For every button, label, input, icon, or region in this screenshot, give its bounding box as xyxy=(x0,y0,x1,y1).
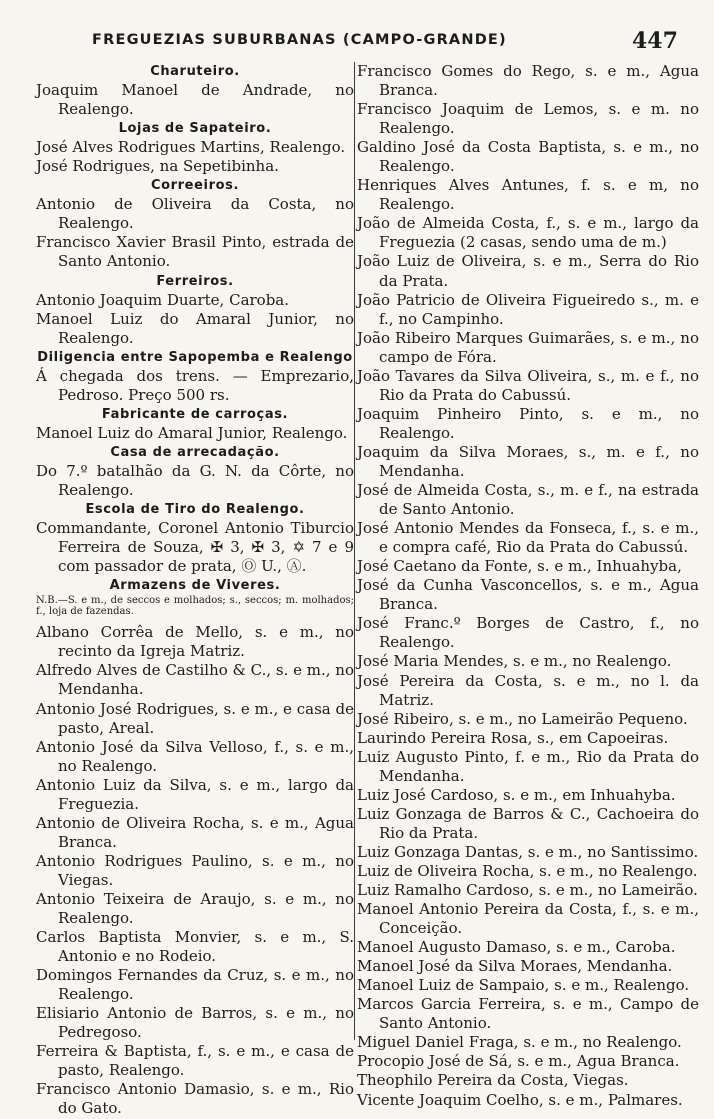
list-item: Luiz José Cardoso, s. e m., em Inhuahyba. xyxy=(357,785,676,804)
list-item: Manoel Luiz do Amaral Junior, no Realengo. xyxy=(36,309,354,347)
list-item: Carlos Baptista Monvier, s. e m., S. Antonio e no Rodeio. xyxy=(36,928,354,966)
list-item: José Caetano da Fonte, s. e m., Inhuahyba, xyxy=(357,557,682,576)
list-item: José Alves Rodrigues Martins, Realengo. xyxy=(36,138,346,157)
list-item: Joaquim Pinheiro Pinto, s. e m., no Realengo. xyxy=(357,404,699,442)
list-item: José da Cunha Vasconcellos, s. e m., Agua Branca. xyxy=(357,576,699,614)
section-carrocas xyxy=(36,405,354,443)
list-item: José Antonio Mendes da Fonseca, f., s. e m., e compra café, Rio da Prata do Cabussú. xyxy=(357,519,699,557)
list-item: José Rodrigues, na Sepetibinha. xyxy=(36,157,279,176)
list-item: Miguel Daniel Fraga, s. e m., no Realengo. xyxy=(357,1033,682,1052)
list-item: Antonio José Rodrigues, s. e m., e casa de pasto, Areal. xyxy=(36,699,354,737)
list-item: Antonio Joaquim Duarte, Caroba. xyxy=(36,290,290,309)
list-item: João de Almeida Costa, f., s. e m., largo da Freguezia (2 casas, sendo uma de m.) xyxy=(357,214,699,252)
section-correeiros xyxy=(36,176,354,271)
list-item: Francisco Antonio Damasio, s. e m., Rio do Gato. xyxy=(36,1080,354,1118)
list-item: Domingos Fernandes da Cruz, s. e m., no Realengo. xyxy=(36,966,354,1004)
list-item: Luiz Gonzaga Dantas, s. e m., no Santissimo. xyxy=(357,842,699,861)
list-item: Alfredo Alves de Castilho & C., s. e m., no Mendanha. xyxy=(36,661,354,699)
list-item: Vicente Joaquim Coelho, s. e m., Palmares. xyxy=(357,1090,683,1109)
section-arrecadacao xyxy=(36,443,354,500)
list-item: Manoel José da Silva Moraes, Mendanha. xyxy=(357,957,673,976)
list-item: Manoel Luiz de Sampaio, s. e m., Realengo. xyxy=(357,976,690,995)
list-item: Francisco Gomes do Rego, s. e m., Agua Branca. xyxy=(357,62,699,100)
page-title: FREGUEZIAS SUBURBANAS (CAMPO-GRANDE) xyxy=(92,32,507,48)
section-ferreiros xyxy=(36,272,354,348)
list-item: Francisco Joaquim de Lemos, s. e m. no Realengo. xyxy=(357,100,699,138)
list-item: Luiz Gonzaga de Barros & C., Cachoeira do Rio da Prata. xyxy=(357,804,699,842)
list-item: Albano Corrêa de Mello, s. e m., no recinto da Igreja Matriz. xyxy=(36,623,354,661)
list-item: Ferreira & Baptista, f., s. e m., e casa de pasto, Realengo. xyxy=(36,1042,354,1080)
list-item: José Franc.º Borges de Castro, f., no Realengo. xyxy=(357,614,699,652)
list-item: Do 7.º batalhão da G. N. da Côrte, no Realengo. xyxy=(36,461,354,500)
list-item: Antonio Teixeira de Araujo, s. e m., no Realengo. xyxy=(36,889,354,928)
page-number: 447 xyxy=(632,28,678,54)
left-column xyxy=(36,62,354,1119)
section-heading: Casa de arrecadação. xyxy=(110,444,280,460)
section-diligencia xyxy=(36,348,354,405)
section-heading: Charuteiro. xyxy=(150,64,240,79)
list-item: Manoel Augusto Damaso, s. e m., Caroba. xyxy=(357,938,676,957)
list-item: Joaquim da Silva Moraes, s., m. e f., no Mendanha. xyxy=(357,442,699,480)
right-column xyxy=(357,62,699,1110)
abbreviation-note: N.B.—S. e m., de seccos e molhados; s., seccos; m. molhados; f., loja de fazendas. xyxy=(36,595,354,618)
list-item: João Patricio de Oliveira Figueiredo s., m. e f., no Campinho. xyxy=(357,290,699,328)
list-item: José de Almeida Costa, s., m. e f., na estrada de Santo Antonio. xyxy=(357,481,699,519)
list-item: Joaquim Manoel de Andrade, no Realengo. xyxy=(36,81,354,119)
section-heading: Correeiros. xyxy=(150,178,239,194)
list-item: Antonio Rodrigues Paulino, s. e m., no Viegas. xyxy=(36,851,354,889)
list-item: Luiz de Oliveira Rocha, s. e m., no Realengo. xyxy=(357,861,698,880)
list-item: Luiz Augusto Pinto, f. e m., Rio da Prata do Mendanha. xyxy=(357,747,699,785)
list-item: Antonio José da Silva Velloso, f., s. e m., no Realengo. xyxy=(36,737,354,775)
list-item: Francisco Xavier Brasil Pinto, estrada de Santo Antonio. xyxy=(36,233,354,271)
list-item: João Luiz de Oliveira, s. e m., Serra do Rio da Prata. xyxy=(357,252,699,290)
list-item: Antonio de Oliveira Rocha, s. e m., Agua Branca. xyxy=(36,813,354,851)
list-item: Marcos Garcia Ferreira, s. e m., Campo de Santo Antonio. xyxy=(357,995,699,1033)
section-heading: Armazens de Viveres. xyxy=(109,578,281,594)
list-item: José Ribeiro, s. e m., no Lameirão Pequeno. xyxy=(357,709,688,728)
section-sapateiro xyxy=(36,119,354,176)
list-item: Manoel Luiz do Amaral Junior, Realengo. xyxy=(36,423,348,442)
list-item: José Pereira da Costa, s. e m., no l. da Matriz. xyxy=(357,671,699,709)
list-item: Galdino José da Costa Baptista, s. e m., no Realengo. xyxy=(357,138,699,176)
list-item: Laurindo Pereira Rosa, s., em Capoeiras. xyxy=(357,728,669,747)
section-charuteiro xyxy=(36,62,354,119)
list-item: João Ribeiro Marques Guimarães, s. e m., no campo de Fóra. xyxy=(357,328,699,366)
section-heading: Fabricante de carroças. xyxy=(101,406,289,422)
section-heading: Diligencia entre Sapopemba e Realengo xyxy=(37,349,353,365)
list-item: Elisiario Antonio de Barros, s. e m., no Pedregoso. xyxy=(36,1004,354,1042)
list-item: Theophilo Pereira da Costa, Viegas. xyxy=(357,1071,629,1090)
list-item: João Tavares da Silva Oliveira, s., m. e f., no Rio da Prata do Cabussú. xyxy=(357,366,699,404)
list-item: José Maria Mendes, s. e m., no Realengo. xyxy=(357,652,672,671)
column-divider xyxy=(354,62,355,1040)
page-header xyxy=(0,28,714,58)
section-escola-tiro xyxy=(36,500,354,576)
list-item: Antonio de Oliveira da Costa, no Realengo. xyxy=(36,195,354,233)
list-item: Procopio José de Sá, s. e m., Agua Branca. xyxy=(357,1052,680,1071)
section-heading: Lojas de Sapateiro. xyxy=(118,121,272,137)
section-armazens xyxy=(36,576,354,1118)
list-item: Henriques Alves Antunes, f. s. e m, no Realengo. xyxy=(357,176,699,214)
list-item: Commandante, Coronel Antonio Tiburcio Ferreira de Souza, ✠ 3, ✠ 3, ✡ 7 e 9 com passador de prata, Ⓞ U., Ⓐ. xyxy=(36,519,354,576)
list-item: Á chegada dos trens. — Emprezario, Pedroso. Preço 500 rs. xyxy=(36,366,354,404)
list-item: Luiz Ramalho Cardoso, s. e m., no Lameirão. xyxy=(357,881,698,900)
section-heading: Ferreiros. xyxy=(156,273,234,289)
section-heading: Escola de Tiro do Realengo. xyxy=(85,502,305,518)
list-item: Antonio Luiz da Silva, s. e m., largo da Freguezia. xyxy=(36,775,354,813)
list-item: Manoel Antonio Pereira da Costa, f., s. e m., Conceição. xyxy=(357,900,699,938)
